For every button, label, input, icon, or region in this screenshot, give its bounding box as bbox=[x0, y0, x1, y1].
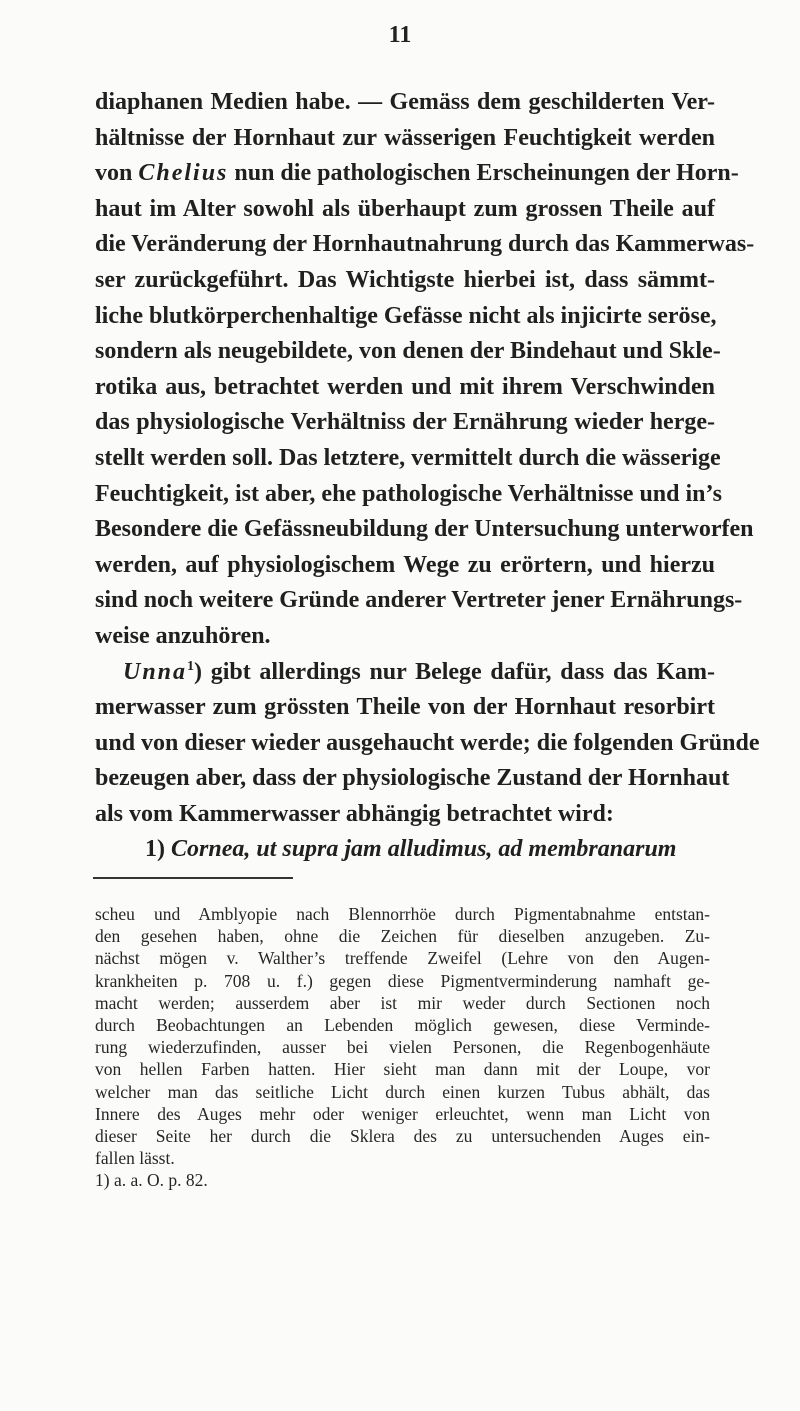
text-line: Feuchtigkeit, ist aber, ehe pathologische Verhältnisse und in’s bbox=[95, 480, 722, 507]
footnote-line: durch Beobachtungen an Lebenden möglich gewesen, diese Verminde- bbox=[95, 1015, 710, 1036]
text-fragment: nun die pathologischen Erscheinungen der Horn- bbox=[228, 160, 739, 187]
page-number: 11 bbox=[388, 22, 412, 48]
footnotes bbox=[95, 903, 710, 1192]
text-line: werden, auf physiologischem Wege zu erörtern, und hierzu bbox=[95, 551, 715, 578]
text-line: ser zurückgeführt. Das Wichtigste hierbei ist, dass sämmt- bbox=[95, 266, 715, 293]
footnote-line: welcher man das seitliche Licht durch einen kurzen Tubus abhält, das bbox=[95, 1081, 710, 1102]
text-line bbox=[95, 655, 715, 691]
text-fragment: ) gibt allerdings nur Belege dafür, dass das Kam- bbox=[194, 658, 715, 685]
footnote-line: scheu und Amblyopie nach Blennorrhöe durch Pigmentabnahme entstan- bbox=[95, 904, 710, 924]
footnote-line: krankheiten p. 708 u. f.) gegen diese Pigmentverminderung namhaft ge- bbox=[95, 970, 710, 991]
author-name: Unna bbox=[123, 658, 188, 685]
text-line: liche blutkörperchenhaltige Gefässe nicht als injicirte seröse, bbox=[95, 302, 717, 329]
footnote-divider bbox=[93, 877, 293, 879]
footnote-line: fallen lässt. bbox=[95, 1148, 175, 1169]
list-item bbox=[95, 832, 715, 868]
text-line: und von dieser wieder ausgehaucht werde; die folgenden Gründe bbox=[95, 729, 760, 756]
footnote-line: nächst mögen v. Walther’s treffende Zweifel (Lehre von den Augen- bbox=[95, 948, 710, 969]
text-line: hältnisse der Hornhaut zur wässerigen Feuchtigkeit werden bbox=[95, 124, 715, 151]
text-line: weise anzuhören. bbox=[95, 622, 271, 649]
text-line: bezeugen aber, dass der physiologische Zustand der Hornhaut bbox=[95, 765, 730, 792]
text-line: stellt werden soll. Das letztere, vermittelt durch die wässerige bbox=[95, 444, 721, 471]
footnote-line: macht werden; ausserdem aber ist mir weder durch Sectionen noch bbox=[95, 992, 710, 1013]
footnote-marker: 1 bbox=[187, 658, 195, 674]
text-line: als vom Kammerwasser abhängig betrachtet wird: bbox=[95, 800, 614, 827]
text-line: sondern als neugebildete, von denen der Bindehaut und Skle- bbox=[95, 338, 721, 365]
text-line: rotika aus, betrachtet werden und mit ihrem Verschwinden bbox=[95, 373, 715, 400]
text-line: merwasser zum grössten Theile von der Hornhaut resorbirt bbox=[95, 694, 715, 721]
footnote-line: Innere des Auges mehr oder weniger erleuchtet, wenn man Licht von bbox=[95, 1103, 710, 1124]
latin-quote: Cornea, ut supra jam alludimus, ad membranarum bbox=[171, 836, 677, 863]
text-line: haut im Alter sowohl als überhaupt zum grossen Theile auf bbox=[95, 195, 715, 222]
footnote-line: rung wiederzufinden, ausser bei vielen Personen, die Regenbogenhäute bbox=[95, 1037, 710, 1058]
text-line: Besondere die Gefässneubildung der Untersuchung unterworfen bbox=[95, 516, 754, 543]
main-text bbox=[95, 85, 760, 868]
text-line: die Veränderung der Hornhautnahrung durch das Kammerwas- bbox=[95, 231, 755, 258]
footnote-line: dieser Seite her durch die Sklera des zu untersuchenden Auges ein- bbox=[95, 1126, 710, 1147]
footnote-line: von hellen Farben hatten. Hier sieht man dann mit der Loupe, vor bbox=[95, 1059, 710, 1080]
text-line bbox=[95, 156, 739, 192]
list-number: 1) bbox=[145, 836, 165, 863]
text-line: sind noch weitere Gründe anderer Vertreter jener Ernährungs- bbox=[95, 587, 743, 614]
author-name: Chelius bbox=[138, 160, 229, 187]
text-fragment: von bbox=[95, 160, 139, 187]
footnote-reference: 1) a. a. O. p. 82. bbox=[95, 1170, 208, 1191]
text-line: diaphanen Medien habe. — Gemäss dem geschilderten Ver- bbox=[95, 89, 715, 115]
footnote-line: den gesehen haben, ohne die Zeichen für dieselben anzugeben. Zu- bbox=[95, 926, 710, 947]
text-line: das physiologische Verhältniss der Ernährung wieder herge- bbox=[95, 409, 715, 436]
